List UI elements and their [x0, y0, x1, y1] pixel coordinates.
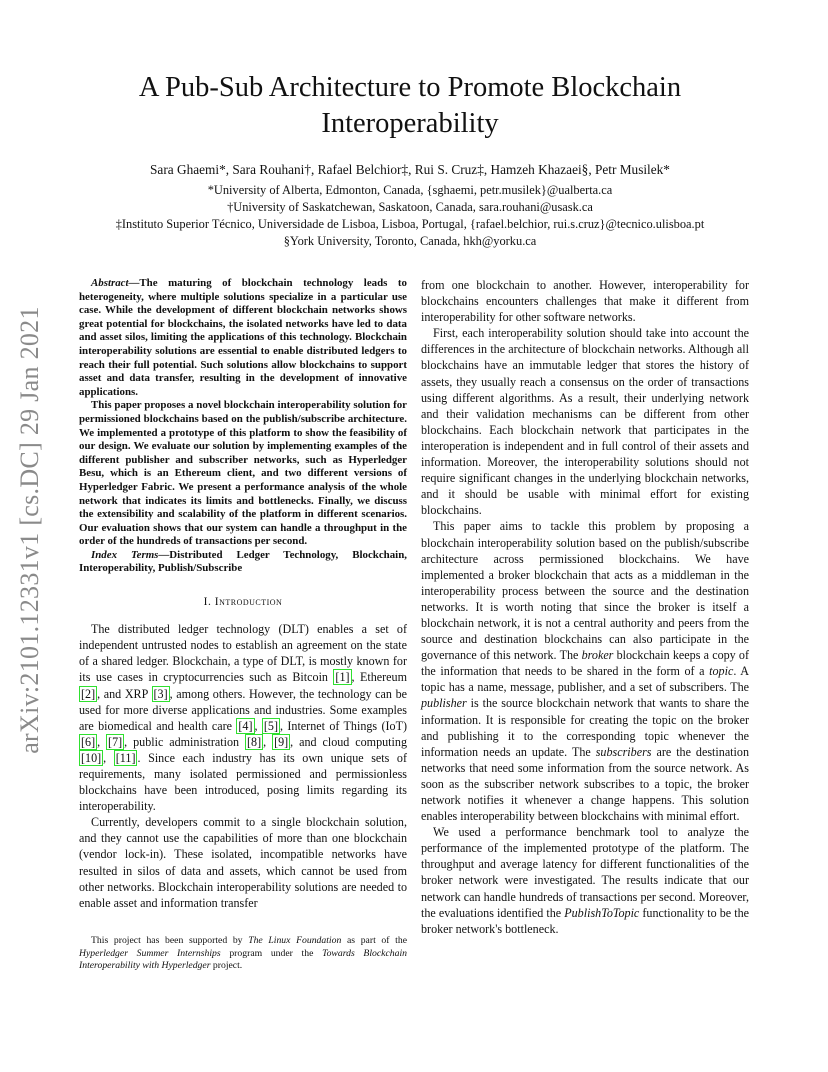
affiliations: [60, 182, 760, 250]
affiliation: ‡Instituto Superior Técnico, Universidade de Lisboa, Lisboa, Portugal, {rafael.belchior, rui.s.cruz}@tecnico.ulisboa.pt: [115, 217, 705, 231]
abstract-paragraph: This paper proposes a novel blockchain interoperability solution for permissioned blockchains based on the publish/subscribe architecture. We implemented a prototype of this platform to show the feasibility of our design. We evaluate our solution by implementing examples of the different publisher and subscriber networks, such as Hyperledger Besu, which is an Ethereum client, and two different versions of Hyperledger Fabric. We present a performance analysis of the whole network that indicates its limits and bottlenecks. Finally, we discuss the extensibility and scalability of the platform in different scenarios. Our evaluation shows that our system can handle a throughput in the order of the hundreds of transactions per second.: [79, 399, 407, 548]
arxiv-id: arXiv:2101.12331v1 [cs.DC] 29 Jan 2021: [15, 306, 44, 754]
index-terms: Index Terms—Distributed Ledger Technology, Blockchain, Interoperability, Publish/Subscribe: [79, 548, 407, 575]
citation-link[interactable]: [9]: [274, 734, 289, 749]
abstract-label: Abstract: [91, 277, 129, 289]
citation-link[interactable]: [1]: [335, 670, 350, 685]
index-terms-label: Index Terms: [91, 548, 159, 561]
affiliation: †University of Saskatchewan, Saskatoon, Canada, sara.rouhani@usask.ca: [227, 200, 593, 214]
body-paragraph: Currently, developers commit to a single blockchain solution, and they cannot use the capabilities of more than one blockchain (vendor lock-in). These isolated, incompatible networks have resulted in silos of data and assets, which cannot be used from other networks. Blockchain interoperability solutions are needed to enable asset and information transfer: [79, 815, 407, 910]
citation-link[interactable]: [3]: [153, 686, 168, 701]
citation-link[interactable]: [5]: [263, 718, 278, 733]
body-paragraph: We used a performance benchmark tool to analyze the performance of the implemented prototype of the platform. The throughput and average latency for different functionalities of the broker network were investigated. The results indicate that our network can handle hundreds of transactions per second. Moreover, the evaluations identified the PublishToTopic functionality to be the broker network's bottleneck.: [421, 825, 749, 936]
footnote: This project has been supported by The Linux Foundation as part of the Hyperledger Summer Internships program under the Towards Blockchain Interoperability with Hyperledger project.: [79, 935, 407, 972]
body-paragraph: First, each interoperability solution should take into account the differences in the architecture of blockchain networks. Although all blockchains have an immutable ledger that stores the history of assets, they usually reach a consensus on the order of transactions using different algorithms. As a result, their underlying network and their validation mechanisms can be different from other blockchains. Each blockchain network that participates in the interoperation is independent and in full control of their assets and information. Moreover, the interoperability solutions should not require significant changes in the underlying blockchain networks, and it should be usable with minimal effort for existing blockchains.: [421, 326, 749, 518]
body-paragraph: from one blockchain to another. However, interoperability for blockchains encounters challenges that make it different from interoperability for other software networks.: [421, 278, 749, 325]
abstract-paragraph: Abstract—The maturing of blockchain technology leads to heterogeneity, where multiple solutions specialize in a particular use case. While the development of different blockchain networks shows great potential for blockchains, the isolated networks have led to data and asset silos, limiting the applications of this technology. Blockchain interoperability solutions are essential to enable distributed ledgers to reach their full potential. Such solutions allow blockchains to support asset and data transfer, resulting in the development of innovative applications.: [79, 277, 407, 398]
paper-title: A Pub-Sub Architecture to Promote Blockchain Interoperability: [138, 72, 682, 139]
affiliation: §York University, Toronto, Canada, hkh@yorku.ca: [283, 234, 537, 248]
section-heading: I. Introduction: [203, 596, 283, 609]
arxiv-stamp: [10, 300, 50, 760]
body-paragraph: The distributed ledger technology (DLT) enables a set of independent untrusted nodes to establish an agreement on the state of a shared ledger. Blockchain, a type of DLT, is mostly known for its use cases in cryptocurrencies such as Bitcoin [1] , Ethereum [2] , and XRP [3] , among others. However, the technology can be used for more diverse applications and industries. Some examples are biomedical and health care [4] , [5] , Internet of Things (IoT) [6] , [7] , public administration [8] , [9] , and cloud computing [10] , [11] . Since each industry has its own unique sets of requirements, many isolated permissioned and permissionless blockchains have been introduced, posing limits regarding its interoperability.: [79, 622, 408, 814]
author-list: Sara Ghaemi*, Sara Rouhani†, Rafael Belchior‡, Rui S. Cruz‡, Hamzeh Khazaei§, Petr Musilek*: [150, 162, 670, 177]
citation-link[interactable]: [10]: [81, 750, 102, 765]
left-column: [79, 277, 407, 911]
citation-link[interactable]: [7]: [108, 734, 123, 749]
citation-link[interactable]: [2]: [81, 686, 96, 701]
citation-link[interactable]: [6]: [81, 734, 96, 749]
citation-link[interactable]: [4]: [238, 718, 253, 733]
citation-link[interactable]: [8]: [247, 734, 262, 749]
citation-link[interactable]: [11]: [115, 750, 136, 765]
body-paragraph: This paper aims to tackle this problem by proposing a blockchain interoperability solution based on the publish/subscribe architecture across permissioned blockchains. We have implemented a broker blockchain that acts as a middleman in the interoperability process between the source and the destination networks. It is worth noting that since the broker is itself a blockchain network, it is not a central authority and peers from the source and destination blockchains can also participate in the governance of this network. The broker blockchain keeps a copy of the information that needs to be shared in the form of a topic. A topic has a name, message, publisher, and a set of subscribers. The publisher is the source blockchain network that wants to share the information. It is responsible for creating the topic on the broker and publishing it to the corresponding topic whenever the information needs an update. The subscribers are the destination networks that need some information from the source network. As soon as the subscriber network subscribes to a topic, the broker network notifies it whenever a change happens. This solution enables interoperability between blockchains with minimal effort.: [421, 519, 749, 824]
right-column: [421, 277, 749, 937]
section-title: Introduction: [214, 596, 283, 609]
abstract: [79, 277, 407, 549]
affiliation: *University of Alberta, Edmonton, Canada, {sghaemi, petr.musilek}@ualberta.ca: [207, 183, 613, 197]
